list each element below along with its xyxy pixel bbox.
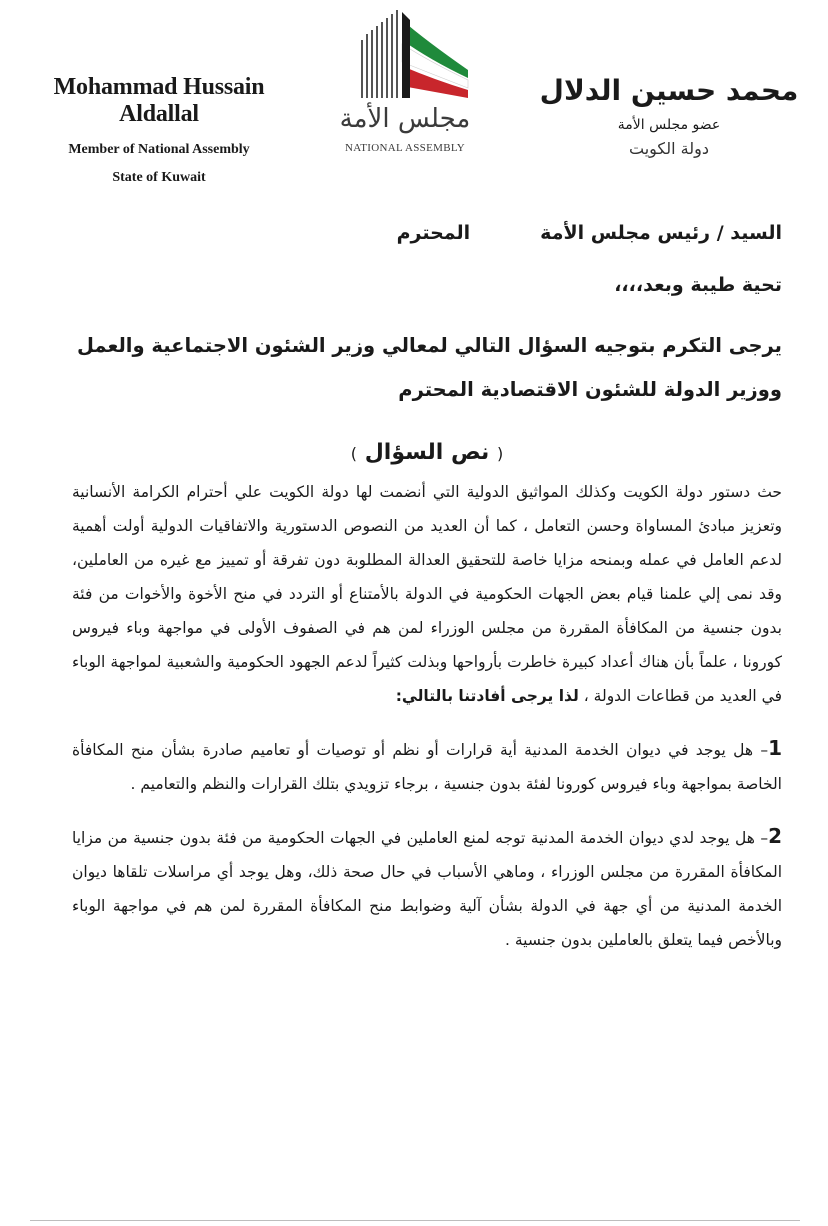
letterhead bbox=[0, 0, 828, 200]
question-dash: – bbox=[754, 829, 769, 847]
question-heading bbox=[72, 440, 782, 465]
heading-close-paren: ) bbox=[350, 444, 358, 463]
question-number: 2 bbox=[768, 824, 782, 848]
national-assembly-logo bbox=[330, 0, 480, 170]
heading-open-paren: ( bbox=[496, 444, 504, 463]
national-assembly-emblem-icon bbox=[340, 0, 470, 110]
question-text: هل يوجد لدي ديوان الخدمة المدنية توجه لمنع العاملين في الجهات الحكومية من فئة بدون جنسية من مزايا المكافأة المقررة من مجلس الوزراء ، وماهي الأسباب في حال صحة ذلك، وهل يوجد أي مراسلات تلقاها ديوان الخدمة المدنية من أي جهة في الدولة بشأن آلية وضوابط منح المكافأة المقررة لمن هم في مواجهة الوباء وبالأخص فيما يتعلق بالعاملين بدون جنسية . bbox=[72, 829, 782, 949]
heading-text: نص السؤال bbox=[364, 440, 490, 465]
intro-text: حث دستور دولة الكويت وكذلك المواثيق الدولية التي أنضمت لها دولة الكويت علي أحترام الكرامة الأنسانية وتعزيز مبادئ المساواة وحسن التعامل ، كما أن العديد من النصوص الدستورية والاتفاقيات الدولية أولت أهمية لدعم العامل في عمله وبمنحه مزايا خاصة للتحقيق العدالة المطلوبة دون تفرقة أو تمييز مع غيره من العاملين، وقد نمى إلي علمنا قيام بعض الجهات الحكومية في الدولة بالأمتناع أو التردد في منح الأخوة والأخوات من فئة بدون جنسية من المكافأة المقررة من مجلس الوزراء لمن هم في الصفوف الأولى في مواجهة وباء فيروس كورونا ، علماً بأن هناك أعداد كبيرة خاطرت بأرواحها وبذلت كثيراً لدعم الجهود الحكومية والشعبية لمواجهة الوباء في العديد من قطاعات الدولة ، bbox=[72, 483, 782, 705]
intro-paragraph bbox=[72, 475, 782, 713]
question-number: 1 bbox=[768, 736, 782, 760]
question-item bbox=[72, 731, 782, 801]
request-paragraph: يرجى التكرم بتوجيه السؤال التالي لمعالي وزير الشئون الاجتماعية والعمل ووزير الدولة للشئون الاقتصادية المحترم bbox=[76, 334, 782, 401]
footer-divider bbox=[30, 1220, 800, 1221]
addressee: السيد / رئيس مجلس الأمة bbox=[540, 222, 782, 244]
question-item bbox=[72, 819, 782, 957]
question-text: هل يوجد في ديوان الخدمة المدنية أية قرارات أو نظم أو توصيات أو تعاميم صادرة بشأن منح المكافأة الخاصة بمواجهة وباء فيروس كورونا لفئة بدون جنسية ، برجاء تزويدي بتلك القرارات والنظم والتعاميم . bbox=[72, 741, 782, 793]
arabic-role: عضو مجلس الأمة bbox=[617, 117, 721, 133]
logo-arabic-text: مجلس الأمة bbox=[339, 104, 471, 134]
logo-english-text: NATIONAL ASSEMBLY bbox=[344, 142, 465, 154]
arabic-state: دولة الكويت bbox=[629, 139, 709, 158]
arabic-name: محمد حسين الدلال bbox=[539, 74, 799, 107]
english-role: Member of National Assembly bbox=[68, 142, 250, 157]
english-letterhead bbox=[14, 74, 304, 186]
english-state: State of Kuwait bbox=[112, 170, 206, 185]
english-name: Mohammad Hussain Aldallal bbox=[53, 74, 265, 127]
arabic-letterhead bbox=[534, 74, 804, 158]
letter-body bbox=[72, 222, 782, 957]
question-dash: – bbox=[753, 741, 769, 759]
addressee-line bbox=[72, 222, 782, 244]
honorific: المحترم bbox=[396, 222, 471, 244]
greeting: تحية طيبة وبعد،،،، bbox=[614, 274, 782, 296]
intro-bold-text: لذا يرجى أفادتنا بالتالي: bbox=[395, 687, 579, 705]
